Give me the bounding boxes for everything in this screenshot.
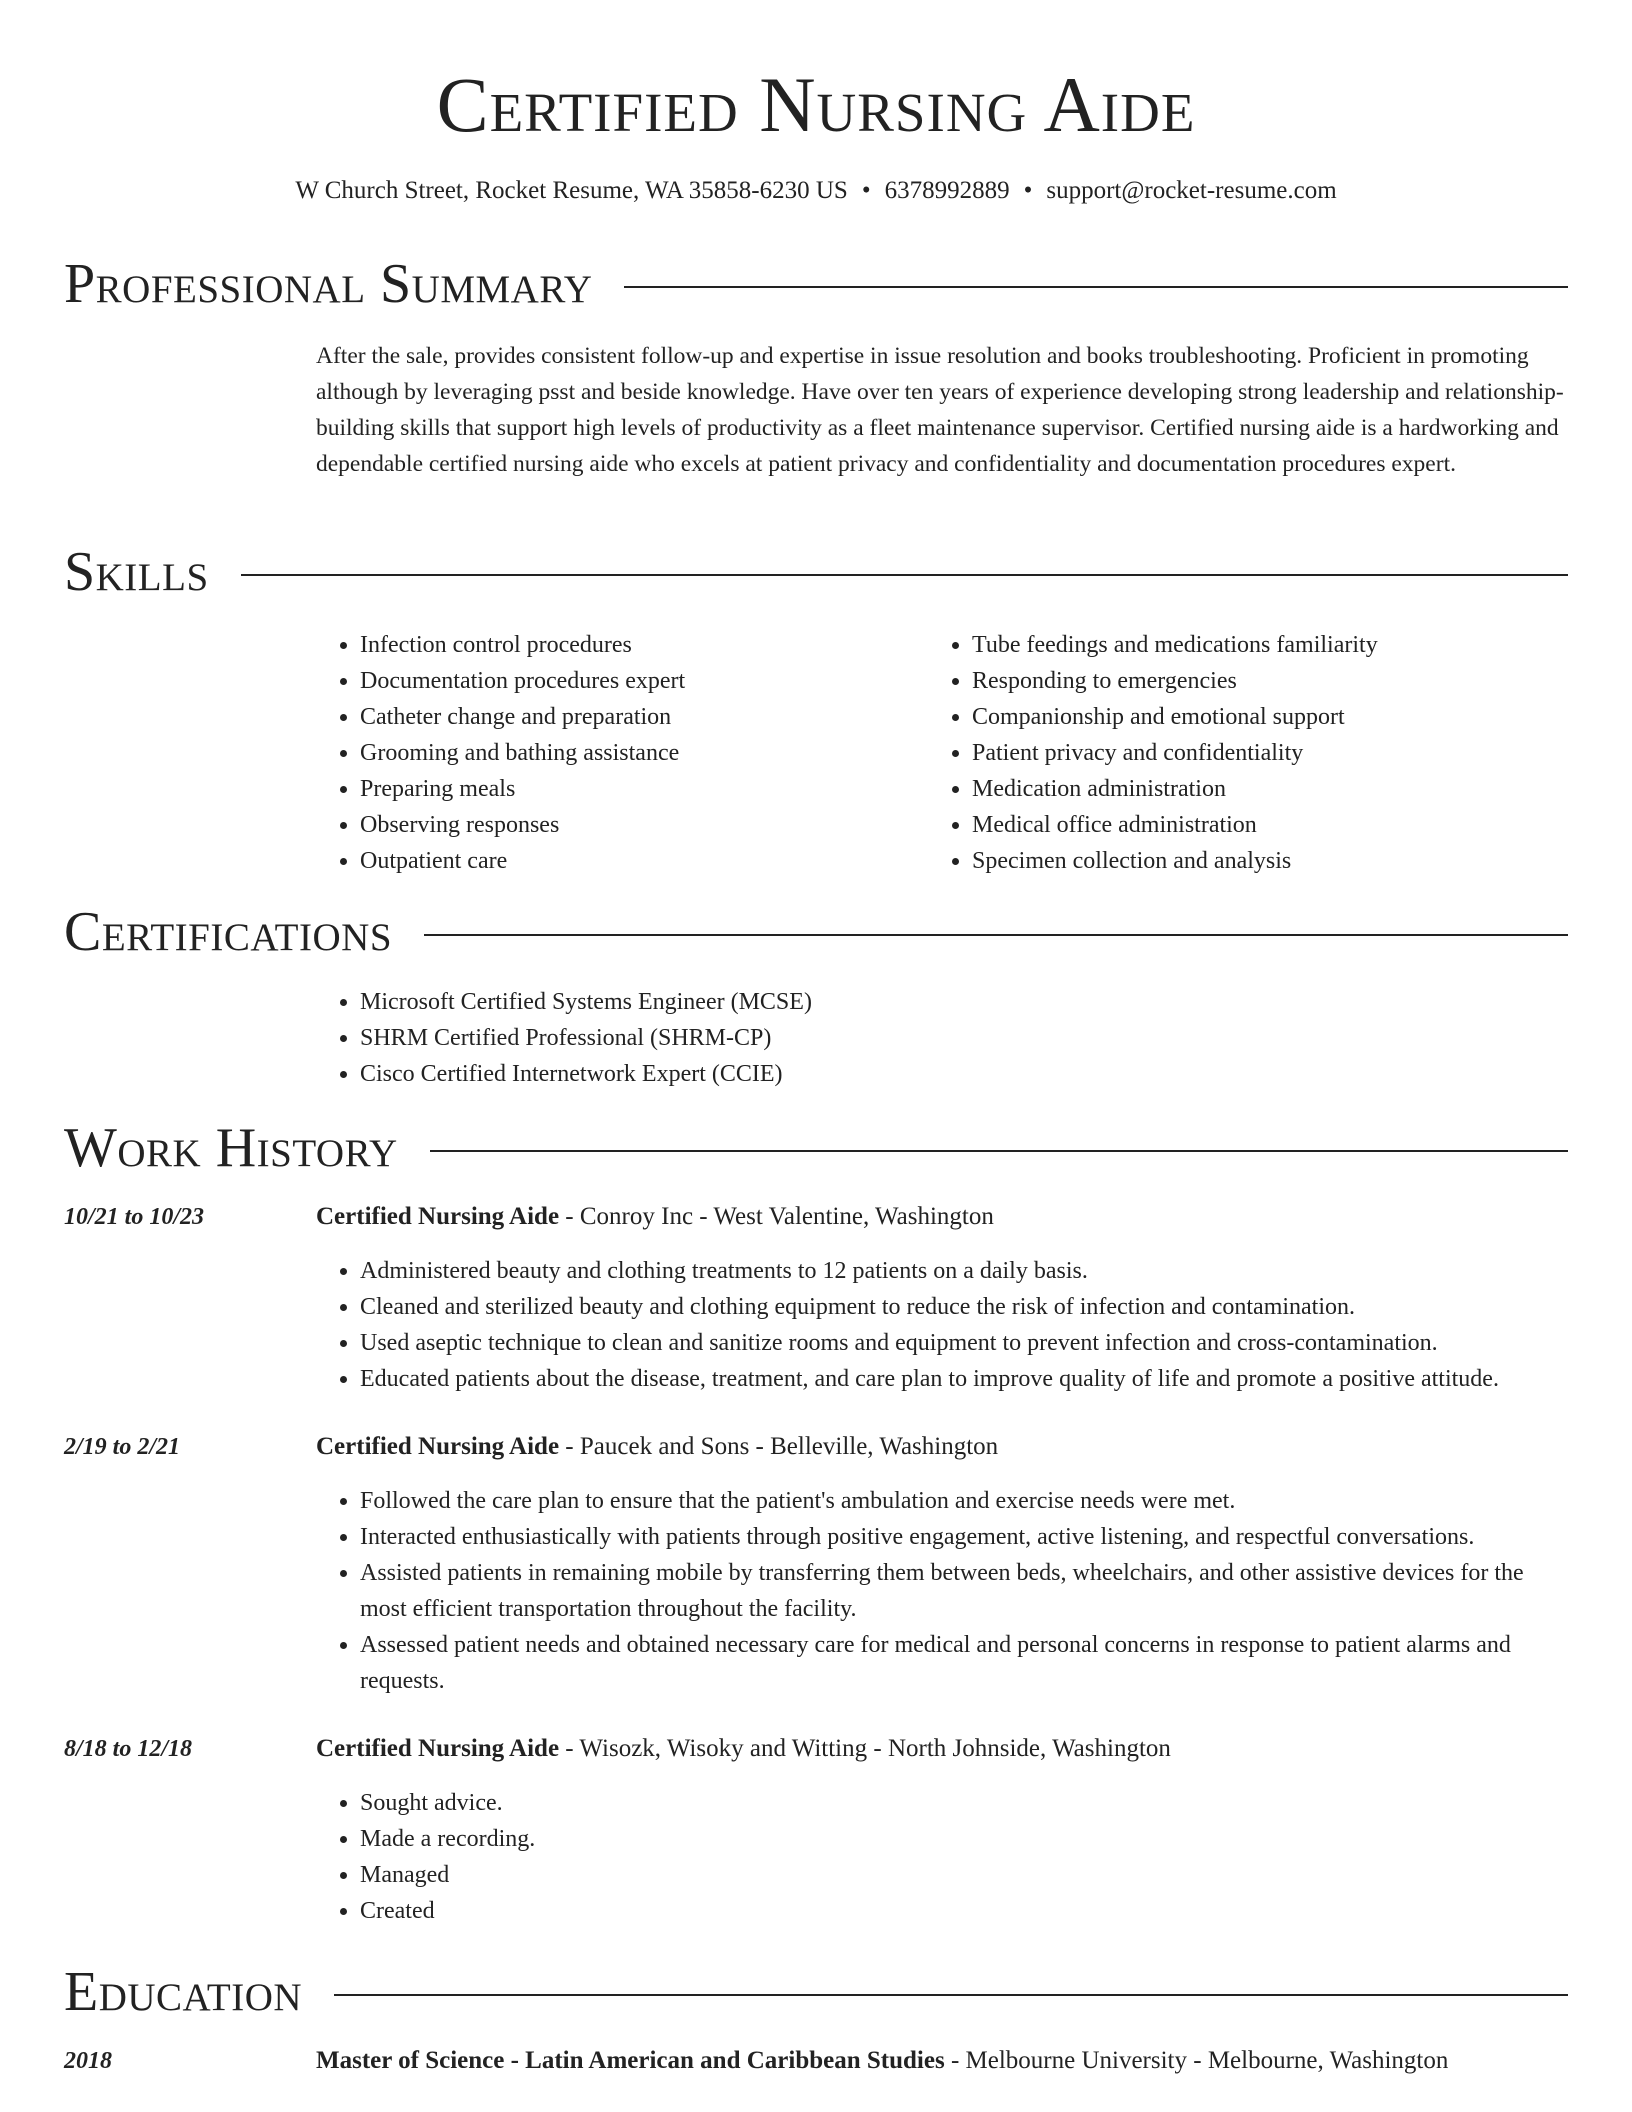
job-dates: 2/19 to 2/21 — [64, 1434, 181, 1460]
list-item: • Observing responses — [360, 807, 916, 843]
list-item: • Catheter change and preparation — [360, 699, 916, 735]
list-item: • Sought advice. — [360, 1785, 1568, 1821]
education-entry — [316, 2043, 1568, 2079]
list-item: • Companionship and emotional support — [972, 699, 1568, 735]
resume-name: Certified Nursing Aide — [436, 61, 1196, 148]
job-bullet-list — [316, 1483, 1568, 1699]
certifications-block — [316, 984, 1568, 1092]
section-divider — [624, 286, 1568, 288]
contact-separator: • — [861, 177, 871, 204]
skills-column-right — [928, 627, 1568, 879]
list-item: • Outpatient care — [360, 843, 916, 879]
section-divider — [241, 574, 1568, 576]
contact-email: support@rocket-resume.com — [1046, 177, 1337, 204]
list-item: • Medical office administration — [972, 807, 1568, 843]
contact-separator: • — [1023, 177, 1033, 204]
education-details: - Melbourne University - Melbourne, Washington — [944, 2047, 1449, 2074]
section-divider — [334, 1994, 1568, 1996]
summary-section-header — [64, 252, 1568, 316]
list-item: • Responding to emergencies — [972, 663, 1568, 699]
job-dates: 8/18 to 12/18 — [64, 1736, 193, 1762]
list-item: • Managed — [360, 1857, 1568, 1893]
section-title: Certifications — [64, 901, 393, 963]
list-item: • Tube feedings and medications familiarity — [972, 627, 1568, 663]
job-bullets — [316, 1785, 1568, 1929]
job-details: - Paucek and Sons - Belleville, Washington — [559, 1433, 999, 1460]
section-title: Work History — [64, 1117, 398, 1179]
contact-address: W Church Street, Rocket Resume, WA 35858-6230 US — [295, 177, 848, 204]
contact-line — [0, 174, 1632, 208]
job-bullets — [316, 1483, 1568, 1699]
list-item: • Cleaned and sterilized beauty and clothing equipment to reduce the risk of infection and contamination. — [360, 1289, 1568, 1325]
summary-text: After the sale, provides consistent follow-up and expertise in issue resolution and books troubleshooting. Proficient in promoting although by leveraging psst and beside knowledge. Have over ten years of experience developing strong leadership and relationship-building skills that support high levels of productivity as a fleet maintenance supervisor. Certified nursing aide is a hardworking and dependable certified nursing aide who excels at patient privacy and confidentiality and documentation procedures expert. — [316, 343, 1564, 477]
section-title: Education — [64, 1961, 303, 2023]
list-item: • Patient privacy and confidentiality — [972, 735, 1568, 771]
skills-section-header — [64, 540, 1568, 604]
list-item: • Documentation procedures expert — [360, 663, 916, 699]
list-item: • Used aseptic technique to clean and sanitize rooms and equipment to prevent infection and cross-contamination. — [360, 1325, 1568, 1361]
skills-list — [928, 627, 1568, 879]
skills-list — [316, 627, 916, 879]
job-heading — [316, 1429, 1568, 1465]
certifications-section-header — [64, 900, 1568, 964]
education-year: 2018 — [64, 2048, 112, 2074]
list-item: • Assisted patients in remaining mobile by transferring them between beds, wheelchairs, and other assistive devices for the most efficient transportation throughout the facility. — [360, 1555, 1568, 1627]
list-item: • Educated patients about the disease, treatment, and care plan to improve quality of life and promote a positive attitude. — [360, 1361, 1568, 1397]
list-item: • Made a recording. — [360, 1821, 1568, 1857]
skills-column-left — [316, 627, 916, 879]
job-title: Certified Nursing Aide — [316, 1433, 560, 1460]
section-title: Skills — [64, 541, 209, 603]
job-bullet-list — [316, 1785, 1568, 1929]
job-bullet-list — [316, 1253, 1568, 1397]
education-degree: Master of Science - Latin American and Caribbean Studies — [316, 2047, 945, 2074]
list-item: • Medication administration — [972, 771, 1568, 807]
section-divider — [430, 1150, 1568, 1152]
list-item: • Assessed patient needs and obtained necessary care for medical and personal concerns in response to patient alarms and requests. — [360, 1627, 1568, 1699]
job-details: - Conroy Inc - West Valentine, Washington — [559, 1203, 994, 1230]
list-item: • Followed the care plan to ensure that the patient's ambulation and exercise needs were met. — [360, 1483, 1568, 1519]
job-heading — [316, 1731, 1568, 1767]
job-title: Certified Nursing Aide — [316, 1735, 560, 1762]
certifications-list — [316, 984, 1568, 1092]
education-section-header — [64, 1960, 1568, 2024]
list-item: • Infection control procedures — [360, 627, 916, 663]
list-item: • Administered beauty and clothing treatments to 12 patients on a daily basis. — [360, 1253, 1568, 1289]
list-item: • SHRM Certified Professional (SHRM-CP) — [360, 1020, 1568, 1056]
section-title: Professional Summary — [64, 253, 593, 315]
list-item: • Created — [360, 1893, 1568, 1929]
job-heading — [316, 1199, 1568, 1235]
list-item: • Specimen collection and analysis — [972, 843, 1568, 879]
list-item: • Grooming and bathing assistance — [360, 735, 916, 771]
contact-phone: 6378992889 — [884, 177, 1010, 204]
work-section-header — [64, 1116, 1568, 1180]
job-title: Certified Nursing Aide — [316, 1203, 560, 1230]
list-item: • Cisco Certified Internetwork Expert (CCIE) — [360, 1056, 1568, 1092]
list-item: • Microsoft Certified Systems Engineer (MCSE) — [360, 984, 1568, 1020]
job-bullets — [316, 1253, 1568, 1397]
job-details: - Wisozk, Wisoky and Witting - North Johnside, Washington — [559, 1735, 1171, 1762]
list-item: • Preparing meals — [360, 771, 916, 807]
section-divider — [424, 934, 1568, 936]
job-dates: 10/21 to 10/23 — [64, 1204, 205, 1230]
list-item: • Interacted enthusiastically with patients through positive engagement, active listening, and respectful conversations. — [360, 1519, 1568, 1555]
